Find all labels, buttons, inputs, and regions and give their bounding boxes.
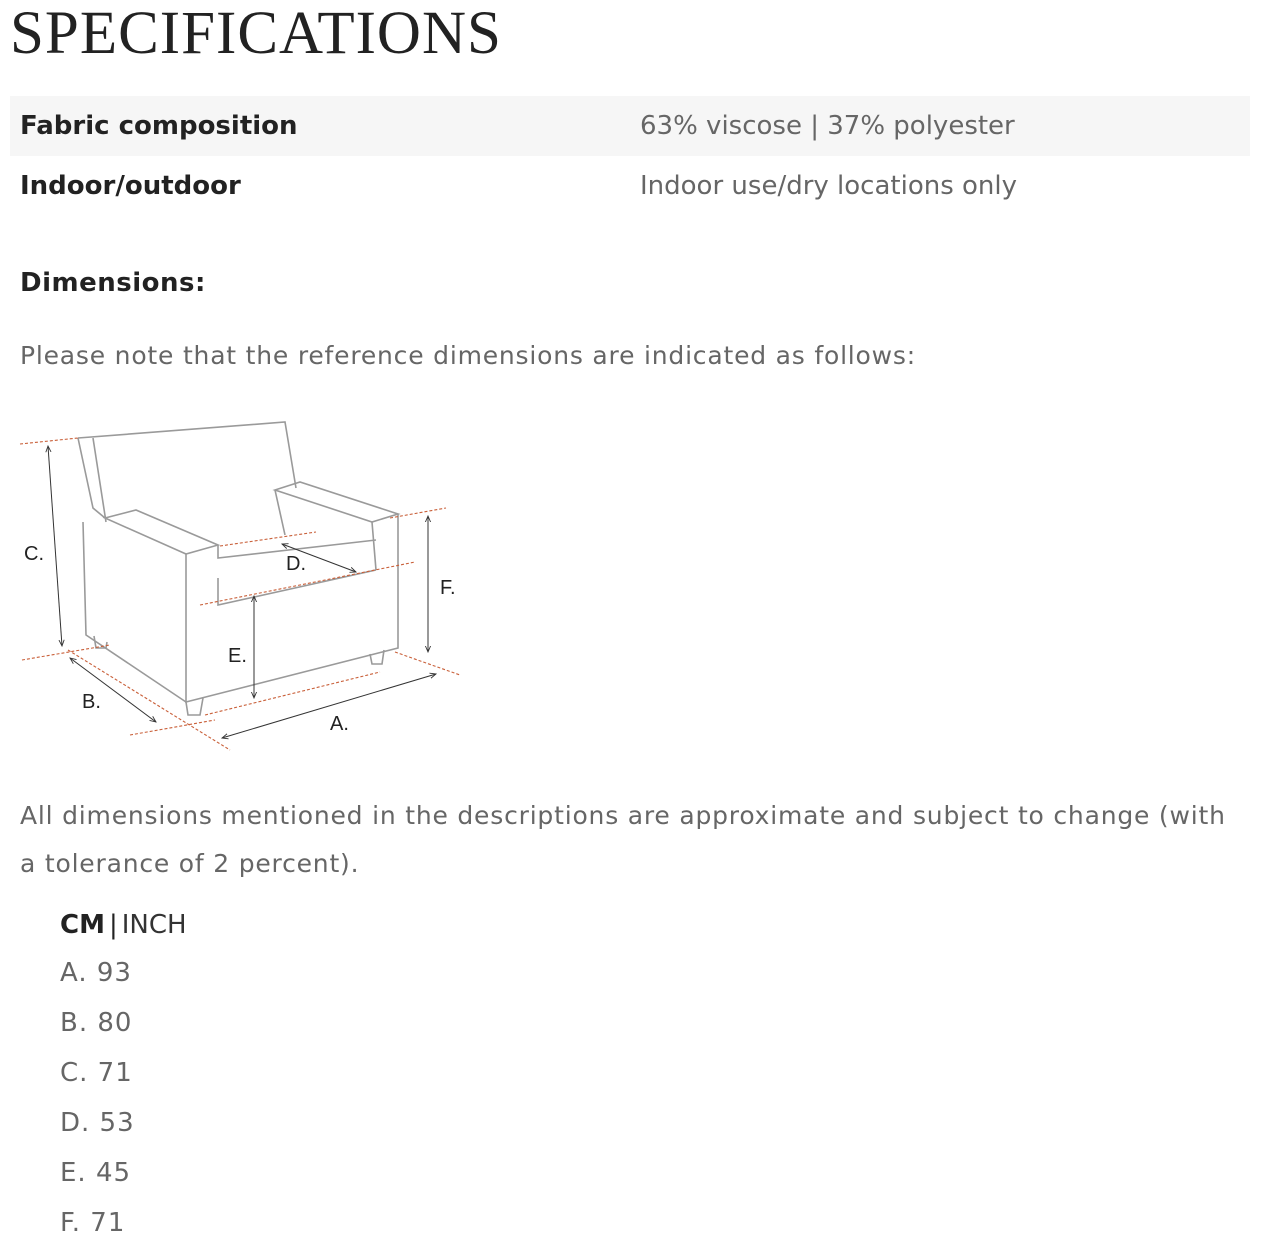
dimension-value-a: A. 93 [60, 958, 132, 988]
dimension-value-f: F. 71 [60, 1208, 126, 1238]
dimension-values-list [60, 950, 135, 1250]
dimension-label-c: C. [24, 543, 44, 565]
spec-label: Indoor/outdoor [20, 171, 241, 201]
spec-label: Fabric composition [20, 111, 298, 141]
dimension-value-d: D. 53 [60, 1108, 135, 1138]
page-title: SPECIFICATIONS [10, 0, 502, 67]
dimensions-note: Please note that the reference dimensions are indicated as follows: [20, 341, 916, 370]
dimensions-disclaimer: All dimensions mentioned in the descriptions are approximate and subject to change (with a tolerance of 2 percent). [20, 801, 1226, 878]
dimension-label-f: F. [440, 577, 456, 599]
dimension-arrows [48, 446, 436, 738]
spec-row-fabric [10, 96, 1250, 156]
armchair-dimensions-diagram [10, 410, 470, 755]
specs-table [10, 96, 1250, 216]
spec-value: 63% viscose | 37% polyester [640, 111, 1015, 141]
dimension-label-d: D. [286, 553, 306, 575]
dimension-value-e: E. 45 [60, 1158, 132, 1188]
unit-separator: | [108, 910, 118, 940]
unit-cm-option[interactable]: CM [60, 910, 105, 940]
dimension-label-e: E. [228, 645, 247, 667]
dimensions-heading: Dimensions: [20, 268, 206, 298]
spec-value: Indoor use/dry locations only [640, 171, 1018, 201]
dimension-value-b: B. 80 [60, 1008, 133, 1038]
unit-inch-option[interactable]: INCH [121, 910, 187, 940]
dimension-label-b: B. [82, 691, 101, 713]
spec-row-indoor-outdoor [10, 156, 1250, 216]
unit-toggle [60, 910, 187, 940]
armchair-outline [78, 422, 398, 715]
dimension-label-a: A. [330, 713, 349, 735]
dimension-value-c: C. 71 [60, 1058, 133, 1088]
